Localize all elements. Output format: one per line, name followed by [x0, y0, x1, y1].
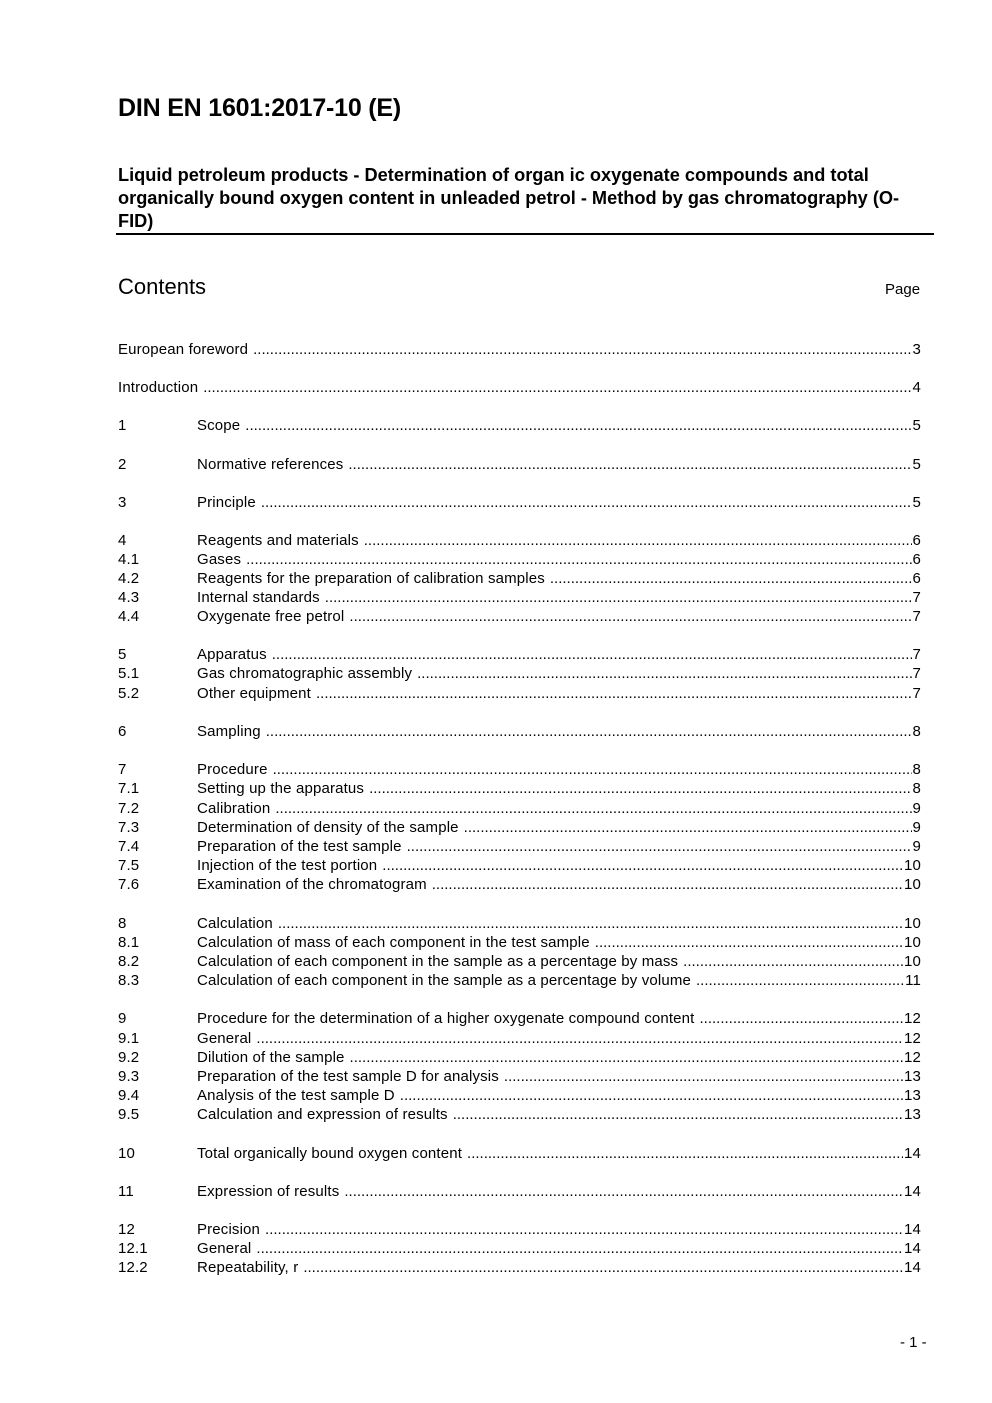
toc-dot-leader — [266, 722, 912, 741]
toc-entry-title[interactable]: Normative references — [197, 456, 344, 473]
toc-dot-leader — [275, 799, 911, 818]
toc-entry-title[interactable]: Expression of results — [197, 1183, 340, 1200]
title-divider — [116, 233, 934, 235]
toc-entry-page[interactable]: 14 — [904, 1240, 921, 1257]
toc-entry-page[interactable]: 13 — [904, 1106, 921, 1123]
toc-entry-number: 8.1 — [118, 934, 140, 951]
toc-entry-page[interactable]: 6 — [912, 551, 921, 568]
toc-entry[interactable] — [118, 971, 921, 990]
toc-entry-page[interactable]: 6 — [912, 570, 921, 587]
toc-entry[interactable] — [118, 760, 921, 779]
toc-entry-title[interactable]: Examination of the chromatogram — [197, 876, 427, 893]
toc-entry-page[interactable]: 14 — [904, 1259, 921, 1276]
toc-entry-page[interactable]: 9 — [912, 800, 921, 817]
toc-entry-title[interactable]: Apparatus — [197, 646, 267, 663]
toc-entry-title[interactable]: Injection of the test portion — [197, 857, 378, 874]
toc-entry[interactable] — [118, 1009, 921, 1028]
toc-entry-number: 3 — [118, 494, 127, 511]
toc-dot-leader — [407, 837, 912, 856]
toc-entry[interactable] — [118, 607, 921, 626]
toc-dot-leader — [348, 455, 911, 474]
page-number: - 1 - — [900, 1334, 927, 1351]
toc-dot-leader — [253, 340, 911, 359]
toc-entry-title[interactable]: Gas chromatographic assembly — [197, 665, 413, 682]
toc-entry-number: 4.2 — [118, 570, 140, 587]
toc-dot-leader — [265, 1220, 903, 1239]
toc-dot-leader — [350, 1048, 903, 1067]
toc-entry-page[interactable]: 8 — [912, 780, 921, 797]
toc-entry-page[interactable]: 8 — [912, 761, 921, 778]
toc-entry-page[interactable]: 14 — [904, 1145, 921, 1162]
toc-entry-number: 7.6 — [118, 876, 140, 893]
toc-dot-leader — [595, 933, 903, 952]
toc-entry-page[interactable]: 14 — [904, 1221, 921, 1238]
toc-entry[interactable] — [118, 416, 921, 435]
toc-entry[interactable] — [118, 722, 921, 741]
toc-entry[interactable] — [118, 1220, 921, 1239]
toc-entry-page[interactable]: 7 — [912, 665, 921, 682]
toc-entry-number: 4.3 — [118, 589, 140, 606]
toc-entry-number: 7.3 — [118, 819, 140, 836]
toc-entry-page[interactable]: 10 — [904, 857, 921, 874]
toc-entry-number: 8.3 — [118, 972, 140, 989]
toc-entry[interactable] — [118, 493, 921, 512]
toc-entry-title[interactable]: Introduction — [118, 379, 199, 396]
toc-entry[interactable] — [118, 779, 921, 798]
contents-heading: Contents — [118, 274, 207, 299]
toc-entry-number: 12.1 — [118, 1240, 148, 1257]
toc-entry-title[interactable]: Reagents and materials — [197, 532, 359, 549]
toc-entry-number: 9.3 — [118, 1068, 140, 1085]
toc-entry-title[interactable]: Total organically bound oxygen content — [197, 1145, 463, 1162]
toc-entry[interactable] — [118, 1105, 921, 1124]
toc-entry-number: 12 — [118, 1221, 135, 1238]
toc-entry-title[interactable]: Precision — [197, 1221, 261, 1238]
toc-entry[interactable] — [118, 1258, 921, 1277]
toc-entry-page[interactable]: 13 — [904, 1068, 921, 1085]
toc-entry-title[interactable]: General — [197, 1030, 252, 1047]
toc-entry-page[interactable]: 10 — [904, 915, 921, 932]
toc-entry-page[interactable]: 7 — [912, 646, 921, 663]
toc-dot-leader — [369, 779, 911, 798]
toc-entry[interactable] — [118, 664, 921, 683]
toc-entry[interactable] — [118, 875, 921, 894]
toc-entry-title[interactable]: Sampling — [197, 723, 261, 740]
toc-entry-number: 2 — [118, 456, 127, 473]
toc-entry-title[interactable]: Determination of density of the sample — [197, 819, 459, 836]
toc-entry-page[interactable]: 5 — [912, 494, 921, 511]
toc-entry-number: 9.5 — [118, 1106, 140, 1123]
toc-entry-title[interactable]: Analysis of the test sample D — [197, 1087, 395, 1104]
toc-entry-page[interactable]: 12 — [904, 1049, 921, 1066]
toc-entry-page[interactable]: 4 — [912, 379, 921, 396]
toc-entry-title[interactable]: Scope — [197, 417, 241, 434]
toc-entry-number: 9.2 — [118, 1049, 140, 1066]
toc-entry-title[interactable]: Calibration — [197, 800, 271, 817]
toc-entry[interactable] — [118, 340, 921, 359]
toc-dot-leader — [464, 818, 912, 837]
toc-dot-leader — [696, 971, 904, 990]
toc-entry-number: 7.2 — [118, 800, 140, 817]
toc-entry-number: 1 — [118, 417, 127, 434]
toc-entry-page[interactable]: 6 — [912, 532, 921, 549]
toc-entry-page[interactable]: 9 — [912, 838, 921, 855]
toc-dot-leader — [400, 1086, 903, 1105]
toc-entry[interactable] — [118, 684, 921, 703]
toc-entry[interactable] — [118, 952, 921, 971]
toc-entry-page[interactable]: 10 — [904, 953, 921, 970]
toc-entry-page[interactable]: 7 — [912, 589, 921, 606]
toc-entry-number: 10 — [118, 1145, 135, 1162]
toc-dot-leader — [344, 1182, 903, 1201]
toc-entry[interactable] — [118, 1067, 921, 1086]
toc-dot-leader — [382, 856, 903, 875]
toc-entry[interactable] — [118, 550, 921, 569]
toc-dot-leader — [256, 1029, 903, 1048]
toc-entry-number: 7.4 — [118, 838, 140, 855]
toc-entry[interactable] — [118, 1239, 921, 1258]
toc-dot-leader — [453, 1105, 903, 1124]
toc-entry[interactable] — [118, 837, 921, 856]
toc-entry[interactable] — [118, 588, 921, 607]
toc-entry-title[interactable]: Setting up the apparatus — [197, 780, 365, 797]
toc-dot-leader — [272, 645, 912, 664]
toc-dot-leader — [203, 378, 911, 397]
toc-entry-title[interactable]: Procedure for the determination of a higher oxygenate compound content — [197, 1010, 695, 1027]
toc-entry-page[interactable]: 8 — [912, 723, 921, 740]
toc-entry-page[interactable]: 10 — [904, 934, 921, 951]
toc-entry[interactable] — [118, 1182, 921, 1201]
toc-entry-number: 9 — [118, 1010, 127, 1027]
document-subtitle: Liquid petroleum products - Determination of organ ic oxygenate compounds and total organically bound oxygen content in unleaded petrol - Method by gas chromatography (O-FID) — [118, 165, 900, 231]
toc-dot-leader — [316, 684, 912, 703]
toc-entry-title[interactable]: Calculation — [197, 915, 273, 932]
toc-entry[interactable] — [118, 856, 921, 875]
toc-entry-number: 9.4 — [118, 1087, 140, 1104]
toc-entry-number: 5.1 — [118, 665, 140, 682]
toc-dot-leader — [278, 914, 903, 933]
toc-entry[interactable] — [118, 933, 921, 952]
toc-entry-title[interactable]: Reagents for the preparation of calibration samples — [197, 570, 545, 587]
toc-dot-leader — [364, 531, 912, 550]
toc-entry-number: 4.4 — [118, 608, 140, 625]
toc-entry-title[interactable]: Calculation of each component in the sample as a percentage by mass — [197, 953, 679, 970]
toc-entry-number: 5.2 — [118, 685, 140, 702]
toc-dot-leader — [432, 875, 903, 894]
toc-entry[interactable] — [118, 569, 921, 588]
toc-entry-number: 7.5 — [118, 857, 140, 874]
toc-dot-leader — [273, 760, 912, 779]
toc-entry-title[interactable]: Preparation of the test sample D for analysis — [197, 1068, 499, 1085]
toc-entry-title[interactable]: European foreword — [118, 341, 249, 358]
toc-entry-number: 4.1 — [118, 551, 140, 568]
toc-entry-page[interactable]: 5 — [912, 456, 921, 473]
toc-dot-leader — [550, 569, 912, 588]
toc-entry-page[interactable]: 10 — [904, 876, 921, 893]
toc-entry-number: 5 — [118, 646, 127, 663]
toc-entry-title[interactable]: Preparation of the test sample — [197, 838, 402, 855]
toc-entry[interactable] — [118, 1086, 921, 1105]
toc-dot-leader — [467, 1144, 903, 1163]
toc-entry[interactable] — [118, 914, 921, 933]
toc-entry[interactable] — [118, 1144, 921, 1163]
toc-entry-number: 7.1 — [118, 780, 140, 797]
toc-entry-page[interactable]: 3 — [912, 341, 921, 358]
toc-entry-title[interactable]: Dilution of the sample — [197, 1049, 345, 1066]
toc-dot-leader — [417, 664, 911, 683]
toc-entry[interactable] — [118, 531, 921, 550]
toc-entry-title[interactable]: Internal standards — [197, 589, 320, 606]
toc-dot-leader — [246, 550, 911, 569]
toc-entry-title[interactable]: Calculation and expression of results — [197, 1106, 448, 1123]
toc-entry-page[interactable]: 13 — [904, 1087, 921, 1104]
toc-entry-title[interactable]: Oxygenate free petrol — [197, 608, 345, 625]
toc-entry-number: 8 — [118, 915, 127, 932]
toc-dot-leader — [245, 416, 911, 435]
toc-entry-number: 6 — [118, 723, 127, 740]
toc-entry[interactable] — [118, 818, 921, 837]
toc-entry-page[interactable]: 9 — [912, 819, 921, 836]
toc-entry-title[interactable]: General — [197, 1240, 252, 1257]
toc-entry-page[interactable]: 7 — [912, 608, 921, 625]
toc-entry-number: 9.1 — [118, 1030, 140, 1047]
toc-entry[interactable] — [118, 1048, 921, 1067]
toc-entry-page[interactable]: 12 — [904, 1030, 921, 1047]
toc-dot-leader — [256, 1239, 903, 1258]
toc-entry-number: 8.2 — [118, 953, 140, 970]
toc-entry-page[interactable]: 5 — [912, 417, 921, 434]
toc-dot-leader — [303, 1258, 903, 1277]
toc-entry-number: 4 — [118, 532, 127, 549]
toc-dot-leader — [325, 588, 912, 607]
toc-entry[interactable] — [118, 799, 921, 818]
toc-entry-title[interactable]: Principle — [197, 494, 256, 511]
toc-entry[interactable] — [118, 455, 921, 474]
toc-entry-title[interactable]: Calculation of each component in the sample as a percentage by volume — [197, 972, 691, 989]
toc-entry[interactable] — [118, 1029, 921, 1048]
toc-dot-leader — [349, 607, 911, 626]
toc-entry-page[interactable]: 12 — [904, 1010, 921, 1027]
toc-entry-title[interactable]: Repeatability, r — [197, 1259, 299, 1276]
toc-dot-leader — [683, 952, 903, 971]
toc-dot-leader — [699, 1009, 903, 1028]
toc-dot-leader — [504, 1067, 903, 1086]
toc-entry-title[interactable]: Procedure — [197, 761, 268, 778]
toc-entry-title[interactable]: Calculation of mass of each component in the test sample — [197, 934, 590, 951]
document-title: DIN EN 1601:2017-10 (E) — [118, 94, 402, 122]
toc-entry-number: 11 — [118, 1183, 134, 1200]
toc-entry-page[interactable]: 7 — [912, 685, 921, 702]
toc-entry-number: 12.2 — [118, 1259, 148, 1276]
toc-entry[interactable] — [118, 378, 921, 397]
toc-entry-title[interactable]: Gases — [197, 551, 242, 568]
toc-entry-page[interactable]: 14 — [904, 1183, 921, 1200]
toc-dot-leader — [261, 493, 912, 512]
toc-entry[interactable] — [118, 645, 921, 664]
toc-entry-page[interactable]: 11 — [905, 972, 921, 989]
toc-entry-number: 7 — [118, 761, 127, 778]
page-column-label: Page — [885, 281, 921, 298]
toc-entry-title[interactable]: Other equipment — [197, 685, 311, 702]
